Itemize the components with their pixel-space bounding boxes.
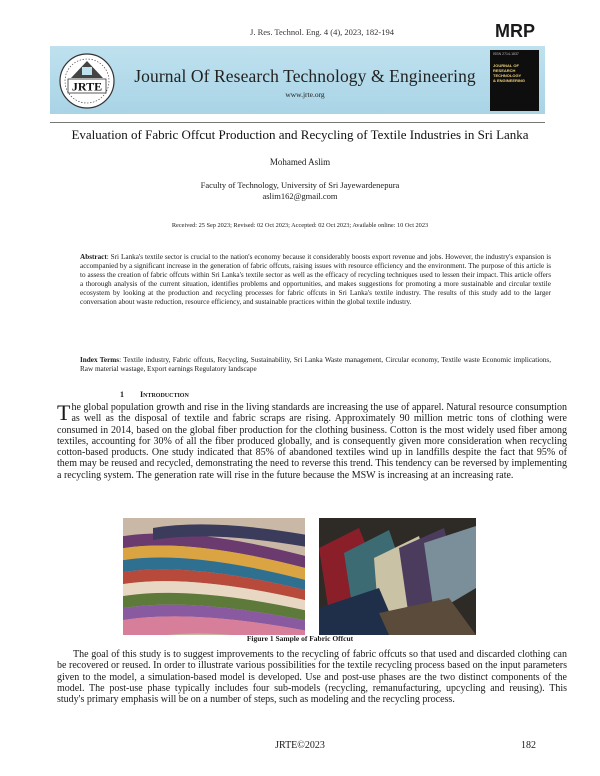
introduction-text: he global population growth and rise in the living standards are increasing the use of apparel. Natural resource consumption as well as the disposal of textile and fabric scraps are rising. Approximately 90 million metric tons of clothing were consumed in 2014, based on the global fiber production for the clothing business. Cotton is the most widely used fiber among textiles, accounting for 30% of all the fiber produced globally, and is consequently given more consideration when recycling cotton-based products. One study indicated that 85% of abandoned textiles wind up in landfills despite the fact that 95% of them may be reused and recycled, demonstrating the need to reverse this trend. This tendency can be reversed by implementing a recycling system. The generation rate will rise in the future because the MSW is increasing at an increasing rate.	[57, 402, 567, 481]
cover-title-line1: JOURNAL OF	[493, 63, 519, 68]
section-title: Introduction	[140, 390, 189, 399]
cover-title-line3: TECHNOLOGY	[493, 73, 522, 78]
author-affiliation	[0, 180, 600, 202]
abstract-label: Abstract	[80, 253, 107, 261]
seal-text: JRTE	[71, 79, 103, 94]
index-terms-text: : Textile industry, Fabric offcuts, Recycling, Sustainability, Sri Lanka Waste management, Circular economy, Textile waste Economic implications, Raw material wastage, Export earnings Regulatory landscape	[80, 356, 551, 374]
section-heading	[120, 390, 189, 399]
jrte-seal-logo	[58, 52, 116, 110]
section-number: 1	[120, 390, 124, 399]
affiliation-text: Faculty of Technology, University of Sri Jayewardenepura	[200, 180, 400, 190]
abstract-text: : Sri Lanka's textile sector is crucial to the nation's economy because it considerably boosts export revenue and jobs. However, the industry's expansion is accompanied by a significant increase in the generation of fabric offcuts, raising issues with resource efficiency and the environment. The purpose of this article is to assess the creation of fabric offcuts within Sri Lanka's textile sector as well as the efficacy of recycling techniques used to lessen their impact. This article offers a thorough analysis of the current situation, identifies problems and opportunities, and makes suggestions for promoting a more sustainable and circular textile ecosystem by looking at the production and recycling processes for fabric offcuts in Sri Lanka's textile industry. The results of this study add to the larger conversation about waste reduction, resource efficiency, and sustainable practices within the global textile industry.	[80, 253, 551, 307]
article-dates: Received: 25 Sep 2023; Revised: 02 Oct 2023; Accepted: 02 Oct 2023; Available online: 10 Oct 2023	[171, 222, 429, 229]
author-name: Mohamed Aslim	[269, 157, 331, 167]
drop-cap: T	[57, 400, 71, 425]
journal-reference: J. Res. Technol. Eng. 4 (4), 2023, 182-194	[250, 27, 394, 37]
page-number: 182	[521, 740, 536, 751]
cover-issn: ISSN 2714-1837	[493, 52, 519, 56]
cover-title-line4: & ENGINEERING	[493, 78, 526, 83]
index-terms-label: Index Terms	[80, 356, 120, 364]
figure-caption: Figure 1 Sample of Fabric Offcut	[246, 634, 354, 643]
footer-copyright: JRTE©2023	[275, 740, 325, 751]
cover-title-line2: RESEARCH	[493, 68, 516, 73]
author-email[interactable]: aslim162@gmail.com	[262, 191, 338, 201]
publisher-logo	[489, 20, 541, 42]
header-divider	[50, 122, 545, 123]
publisher-logo-text: MRP	[495, 21, 535, 41]
body-paragraph-2: The goal of this study is to suggest improvements to the recycling of fabric offcuts so that used and discarded clothing can be recovered or reused. In order to illustrate various possibilities for the textile recycling process based on the input parameters given to the model, a simulation-based model is developed. Use and post-use phases are the two distinct components of the model. The post-use phase typically includes four sub-models (recycling, remanufacturing, upcycling and reusing). This study's primary emphasis will be on a number of steps, such as modeling and the recycling process.	[57, 649, 567, 706]
introduction-paragraph	[57, 402, 567, 481]
journal-cover-thumbnail	[490, 50, 539, 111]
journal-url[interactable]: www.jrte.org	[285, 90, 325, 99]
fabric-offcut-photo-1	[123, 518, 305, 635]
fabric-offcut-photo-2	[319, 518, 476, 635]
index-terms	[80, 356, 551, 374]
journal-name: Journal Of Research Technology & Engineering	[134, 66, 476, 86]
article-title: Evaluation of Fabric Offcut Production and Recycling of Textile Industries in Sri Lanka	[71, 127, 529, 142]
abstract	[80, 253, 551, 308]
